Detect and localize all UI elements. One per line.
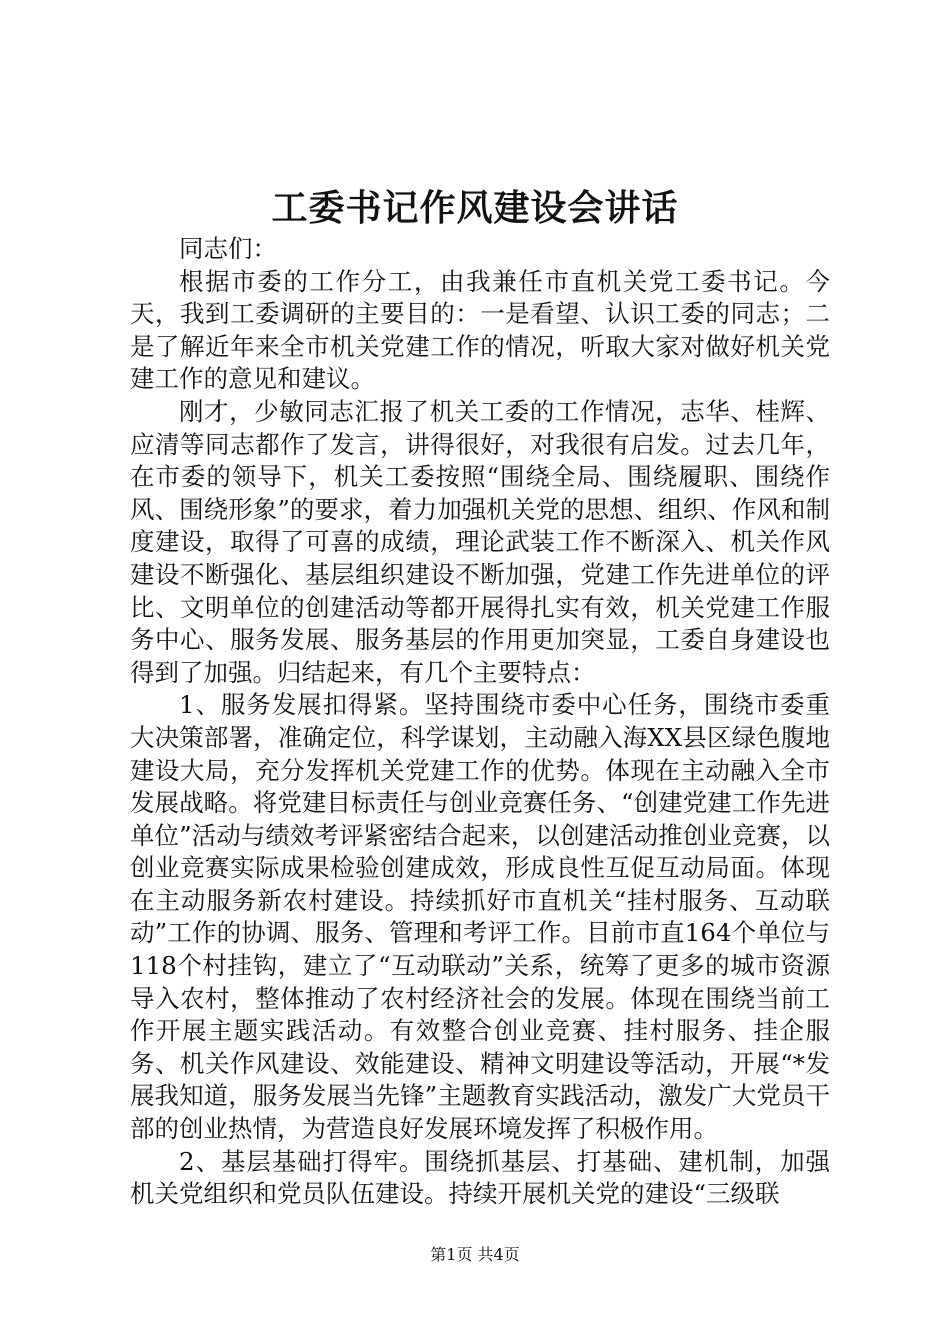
paragraph-4: 2、基层基础打得牢。围绕抓基层、打基础、建机制，加强机关党组织和党员队伍建设。持续开展机关党的建设“三级联: [130, 1146, 830, 1209]
salutation: 同志们：: [179, 234, 277, 263]
paragraph-1: 根据市委的工作分工，由我兼任市直机关党工委书记。今天，我到工委调研的主要目的：一是看望、认识工委的同志；二是了解近年来全市机关党建工作的情况，听取大家对做好机关党建工作的意见和建议。: [130, 266, 830, 394]
paragraph-2: 刚才，少敏同志汇报了机关工委的工作情况，志华、桂辉、应清等同志都作了发言，讲得很好，对我很有启发。过去几年，在市委的领导下，机关工委按照“围绕全局、围绕履职、围绕作风、围绕形象”的要求，着力加强机关党的思想、组织、作风和制度建设，取得了可喜的成绩，理论武装工作不断深入、机关作风建设不断强化、基层组织建设不断加强，党建工作先进单位的评比、文明单位的创建活动等都开展得扎实有效，机关党建工作服务中心、服务发展、服务基层的作用更加突显，工委自身建设也得到了加强。归结起来，有几个主要特点：: [130, 396, 830, 687]
paragraph-3: 1、服务发展扣得紧。坚持围绕市委中心任务，围绕市委重大决策部署，准确定位，科学谋划，主动融入海XX县区绿色腹地建设大局，充分发挥机关党建工作的优势。体现在主动融入全市发展战略。将党建目标责任与创业竞赛任务、“创建党建工作先进单位”活动与绩效考评紧密结合起来，以创建活动推创业竞赛，以创业竞赛实际成果检验创建成效，形成良性互促互动局面。体现在主动服务新农村建设。持续抓好市直机关“挂村服务、互动联动”工作的协调、服务、管理和考评工作。目前市直164个单位与118个村挂钩，建立了“互动联动”关系，统筹了更多的城市资源导入农村，整体推动了农村经济社会的发展。体现在围绕当前工作开展主题实践活动。有效整合创业竞赛、挂村服务、挂企服务、机关作风建设、效能建设、精神文明建设等活动，开展“*发展我知道，服务发展当先锋”主题教育实践活动，激发广大党员干部的创业热情，为营造良好发展环境发挥了积极作用。: [130, 690, 830, 1144]
document-title: 工委书记作风建设会讲话: [271, 187, 679, 229]
document-body: [130, 233, 830, 1211]
page-number-footer: 第1页 共4页: [430, 1245, 520, 1264]
